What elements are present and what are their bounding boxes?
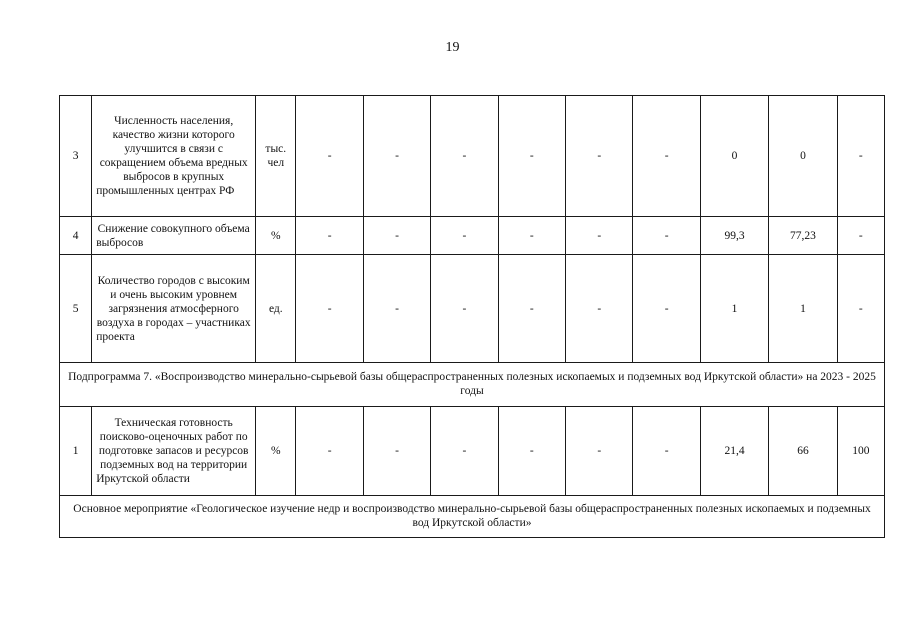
value-cell: 66 (769, 407, 837, 496)
unit-cell: % (256, 217, 296, 255)
value-cell: - (431, 407, 498, 496)
section-row (60, 363, 885, 407)
value-cell: - (296, 255, 363, 363)
value-cell: - (837, 255, 884, 363)
value-cell: - (363, 96, 430, 217)
value-cell: - (566, 255, 633, 363)
table-row (60, 96, 885, 217)
unit-cell: % (256, 407, 296, 496)
table-row (60, 407, 885, 496)
value-cell: - (837, 96, 884, 217)
table-row (60, 217, 885, 255)
value-cell: - (296, 96, 363, 217)
value-cell: - (296, 217, 363, 255)
value-cell: - (633, 255, 700, 363)
indicator-label: Снижение совокупного объема выбросов (92, 217, 256, 255)
value-cell: - (431, 255, 498, 363)
value-cell: - (566, 96, 633, 217)
value-cell: 21,4 (700, 407, 768, 496)
value-cell: 1 (769, 255, 837, 363)
value-cell: - (633, 96, 700, 217)
value-cell: - (498, 407, 565, 496)
main-activity-title: Основное мероприятие «Геологическое изучение недр и воспроизводство минерально-сырьевой базы общераспространенных полезных ископаемых и подземных вод Иркутской области» (60, 496, 885, 538)
value-cell: - (837, 217, 884, 255)
value-cell: - (363, 407, 430, 496)
indicators-table (59, 95, 885, 538)
indicator-label: Количество городов с высоким и очень высоким уровнем загрязнения атмосферного воздуха в городах – участниках проекта (92, 255, 256, 363)
unit-cell: ед. (256, 255, 296, 363)
table-row (60, 255, 885, 363)
value-cell: - (296, 407, 363, 496)
value-cell: - (431, 217, 498, 255)
value-cell: 99,3 (700, 217, 768, 255)
indicator-label: Численность населения, качество жизни которого улучшится в связи с сокращением объема вредных выбросов в крупных промышленных центрах РФ (92, 96, 256, 217)
subprogram-title: Подпрограмма 7. «Воспроизводство минерально-сырьевой базы общераспространенных полезных ископаемых и подземных вод Иркутской области» на 2023 - 2025 годы (60, 363, 885, 407)
indicator-label: Техническая готовность поисково-оценочных работ по подготовке запасов и ресурсов подземных вод на территории Иркутской области (92, 407, 256, 496)
value-cell: - (363, 255, 430, 363)
value-cell: - (566, 217, 633, 255)
page-number: 19 (445, 40, 460, 55)
value-cell: 100 (837, 407, 884, 496)
value-cell: - (498, 96, 565, 217)
value-cell: - (431, 96, 498, 217)
value-cell: - (566, 407, 633, 496)
value-cell: - (498, 255, 565, 363)
row-number: 3 (60, 96, 92, 217)
value-cell: - (363, 217, 430, 255)
value-cell: 77,23 (769, 217, 837, 255)
value-cell: - (633, 217, 700, 255)
unit-cell: тыс. чел (256, 96, 296, 217)
row-number: 5 (60, 255, 92, 363)
value-cell: 0 (700, 96, 768, 217)
value-cell: 1 (700, 255, 768, 363)
section-row (60, 496, 885, 538)
row-number: 1 (60, 407, 92, 496)
row-number: 4 (60, 217, 92, 255)
value-cell: - (633, 407, 700, 496)
value-cell: - (498, 217, 565, 255)
value-cell: 0 (769, 96, 837, 217)
